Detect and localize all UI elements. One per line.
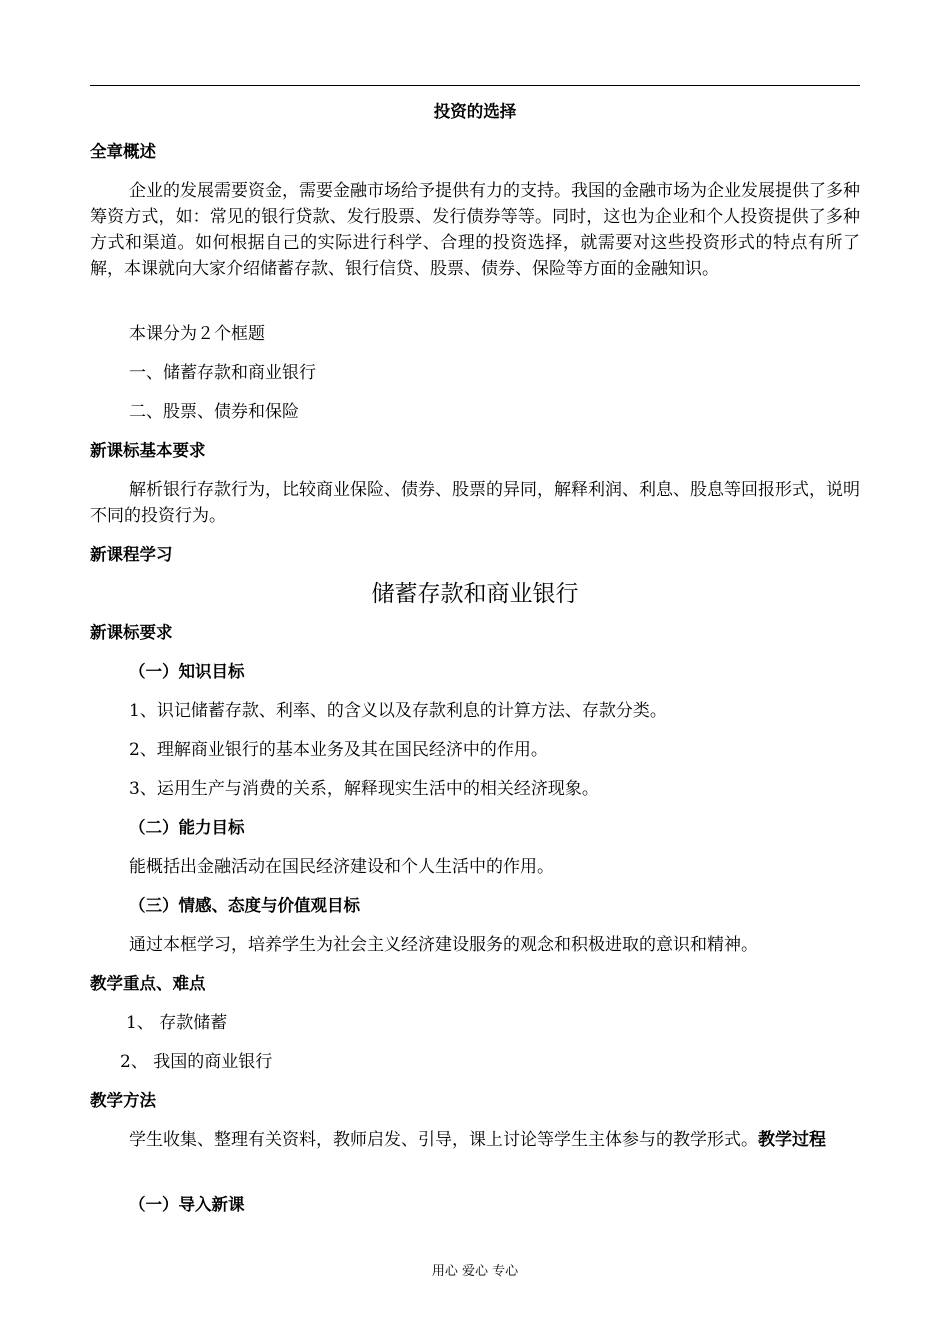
- standard-heading: 新课标基本要求: [90, 441, 206, 460]
- key-points-heading: 教学重点、难点: [90, 974, 206, 993]
- ability-heading: （二）能力目标: [129, 818, 245, 837]
- study-heading: 新课程学习: [90, 545, 173, 564]
- overview-paragraph: 企业的发展需要资金，需要金融市场给予提供有力的支持。我国的金融市场为企业发展提供了多种筹资方式，如：常见的银行贷款、发行股票、发行债券等等。同时，这也为企业和个人投资提供了多种方式和渠道。如何根据自己的实际进行科学、合理的投资选择，就需要对这些投资形式的特点有所了解，本课就向大家介绍储蓄存款、银行信贷、股票、债券、保险等方面的金融知识。: [90, 181, 860, 279]
- emotion-text: 通过本框学习，培养学生为社会主义经济建设服务的观念和积极进取的意识和精神。: [129, 935, 758, 955]
- knowledge-item-3: 3、运用生产与消费的关系，解释现实生活中的相关经济现象。: [129, 779, 599, 799]
- section-title: 储蓄存款和商业银行: [371, 581, 579, 607]
- frame-item-2: 二、股票、债券和保险: [129, 402, 299, 422]
- header-rule: [90, 85, 860, 86]
- requirements-heading: 新课标要求: [90, 623, 173, 642]
- document-title: 投资的选择: [433, 102, 517, 121]
- frames-intro: 本课分为２个框题: [129, 324, 265, 344]
- method-heading: 教学方法: [90, 1091, 156, 1110]
- key-point-2: 2、 我国的商业银行: [120, 1052, 273, 1072]
- knowledge-item-1: 1、识记储蓄存款、利率、的含义以及存款利息的计算方法、存款分类。: [129, 701, 667, 721]
- overview-heading: 全章概述: [90, 142, 156, 161]
- frame-item-1: 一、储蓄存款和商业银行: [129, 363, 316, 383]
- knowledge-item-2: 2、理解商业银行的基本业务及其在国民经济中的作用。: [129, 740, 548, 760]
- method-paragraph: [90, 1127, 860, 1153]
- emotion-heading: （三）情感、态度与价值观目标: [129, 896, 360, 915]
- standard-paragraph: 解析银行存款行为，比较商业保险、债券、股票的异同，解释利润、利息、股息等回报形式，说明不同的投资行为。: [90, 480, 860, 526]
- intro-heading: （一）导入新课: [129, 1195, 245, 1214]
- page-footer: 用心 爱心 专心: [431, 1264, 519, 1279]
- process-heading: 教学过程: [758, 1130, 826, 1150]
- knowledge-heading: （一）知识目标: [129, 662, 245, 681]
- method-text: 学生收集、整理有关资料，教师启发、引导，课上讨论等学生主体参与的教学形式。: [129, 1130, 758, 1150]
- key-point-1: 1、 存款储蓄: [126, 1013, 228, 1033]
- ability-text: 能概括出金融活动在国民经济建设和个人生活中的作用。: [129, 857, 554, 877]
